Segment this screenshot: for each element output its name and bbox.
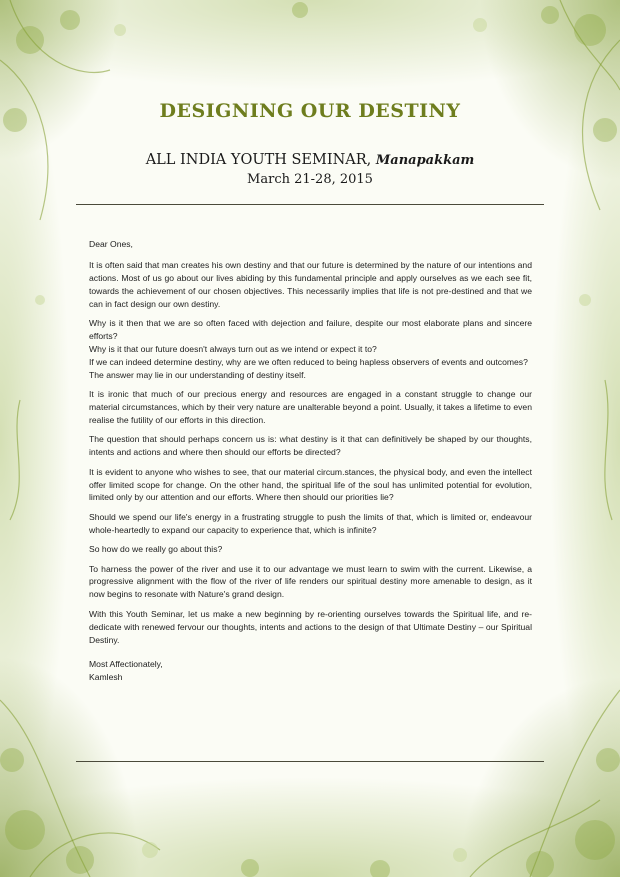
paragraph: Why is it then that we are so often faced with dejection and failure, despite our most elaborate plans and sincere efforts? xyxy=(89,318,532,341)
paragraph: If we can indeed determine destiny, why are we often reduced to being hapless observers of events and outcomes? xyxy=(89,356,528,367)
salutation: Dear Ones, xyxy=(89,239,133,249)
event-line xyxy=(0,152,620,168)
paragraph: Why is it that our future doesn't always turn out as we intend or expect it to? xyxy=(89,343,377,354)
question-group xyxy=(89,317,532,382)
event-dates: March 21-28, 2015 xyxy=(247,172,373,187)
page-title: DESIGNING OUR DESTINY xyxy=(159,100,461,122)
letter-body xyxy=(89,238,532,684)
paragraph: To harness the power of the river and use it to our advantage we must learn to swim with the current. Likewise, a progressive alignment with the flow of the river of life renders our spiritual destiny more amenable to design, as it now begins to resonate with Nature's grand design. xyxy=(89,563,532,600)
event-venue: Manapakkam xyxy=(375,153,475,168)
paragraph: It is ironic that much of our precious energy and resources are engaged in a constant struggle to change our material circumstances, which by their very nature are unalterable beyond a point. Usually, it takes a lifetime to even realise the futility of our efforts in this direction. xyxy=(89,389,532,425)
paragraph: So how do we really go about this? xyxy=(89,544,223,555)
closing: Most Affectionately, xyxy=(89,659,163,670)
paragraph: The answer may lie in our understanding of destiny itself. xyxy=(89,369,306,380)
top-divider xyxy=(76,204,544,205)
paragraph: Should we spend our life's energy in a frustrating struggle to push the limits of that, which is limited or, endeavour whole-heartedly to expand our capacity to experience that, which is infinite? xyxy=(89,511,532,535)
signoff xyxy=(89,658,532,684)
event-name: ALL INDIA YOUTH SEMINAR, xyxy=(145,152,372,168)
signature: Kamlesh xyxy=(89,672,123,683)
paragraph: It is evident to anyone who wishes to see, that our material circum.stances, the physical body, and even the intellect offer limited scope for change. On the other hand, the spiritual life of the soul has unlimited potential for evolution, limited only by our attention and our efforts. Where then should our priorities lie? xyxy=(89,466,532,503)
paragraph: The question that should perhaps concern us is: what destiny is it that can definitively be shaped by our thoughts, intents and actions and where then should our efforts be directed? xyxy=(89,434,532,458)
paragraph: It is often said that man creates his own destiny and that our future is determined by the nature of our intentions and actions. Most of us go about our lives abiding by this fundamental principle and apply ourselves as we each see fit, towards the achievement of our chosen objectives. This necessarily implies that life is not pre-destined and that we can in fact design our own destiny. xyxy=(89,259,532,309)
paragraph: With this Youth Seminar, let us make a new beginning by re-orienting ourselves towards the Spiritual life, and re-dedicate with renewed fervour our thoughts, intents and actions to the design of that Ultimate Destiny – our Spiritual Destiny. xyxy=(89,608,532,645)
page-header xyxy=(0,100,620,187)
bottom-divider xyxy=(76,761,544,762)
